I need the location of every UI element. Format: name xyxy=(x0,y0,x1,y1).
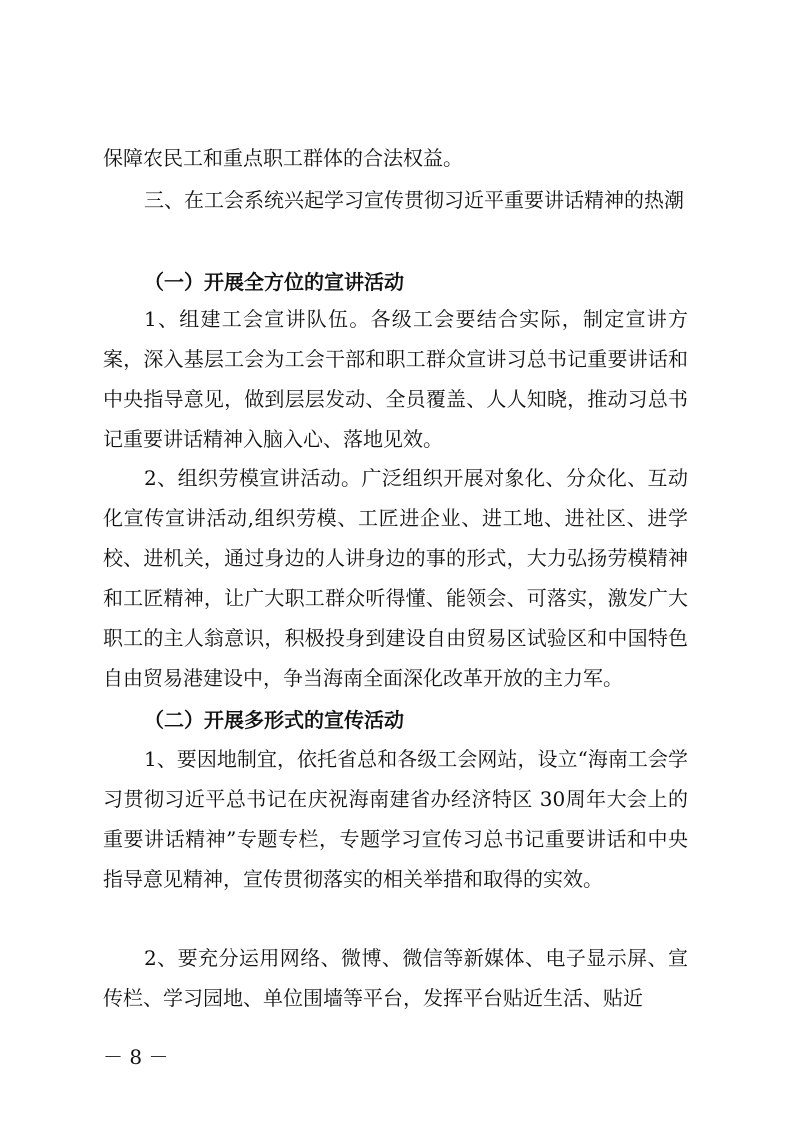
subsection-heading-2: （二）开展多形式的宣传活动 xyxy=(144,708,404,732)
paragraph-model-worker-lectures: 2、组织劳模宣讲活动。广泛组织开展对象化、分众化、互动化宣传宣讲活动,组织劳模、工匠进企业、进工地、进社区、进学校、进机关，通过身边的人讲身边的事的形式，大力弘扬劳模精神和工匠精神，让广大职工群众听得懂、能领会、可落实，激发广大职工的主人翁意识，积极投身到建设自由贸易区试验区和中国特色自由贸易港建设中，争当海南全面深化改革开放的主力军。 xyxy=(103,466,688,690)
page-number: － 8 － xyxy=(103,1045,169,1069)
paragraph-lecture-team: 1、组建工会宣讲队伍。各级工会要结合实际，制定宣讲方案，深入基层工会为工会干部和职工群众宣讲习总书记重要讲话和中央指导意见，做到层层发动、全员覆盖、人人知晓，推动习总书记重要讲话精神入脑入心、落地见效。 xyxy=(103,307,688,451)
paragraph-new-media: 2、要充分运用网络、微博、微信等新媒体、电子显示屏、宣传栏、学习园地、单位围墙等平台，发挥平台贴近生活、贴近 xyxy=(103,946,688,1010)
section-heading-3: 三、在工会系统兴起学习宣传贯彻习近平重要讲话精神的热潮 xyxy=(144,188,684,212)
paragraph-continuation: 保障农民工和重点职工群体的合法权益。 xyxy=(103,146,463,170)
paragraph-website-column: 1、要因地制宜，依托省总和各级工会网站，设立“海南工会学习贯彻习近平总书记在庆祝海南建省办经济特区 30周年大会上的重要讲话精神”专题专栏，专题学习宣传习总书记重要讲话和中央指导意见精神，宣传贯彻落实的相关举措和取得的实效。 xyxy=(103,747,688,891)
subsection-heading-1: （一）开展全方位的宣讲活动 xyxy=(144,270,404,294)
